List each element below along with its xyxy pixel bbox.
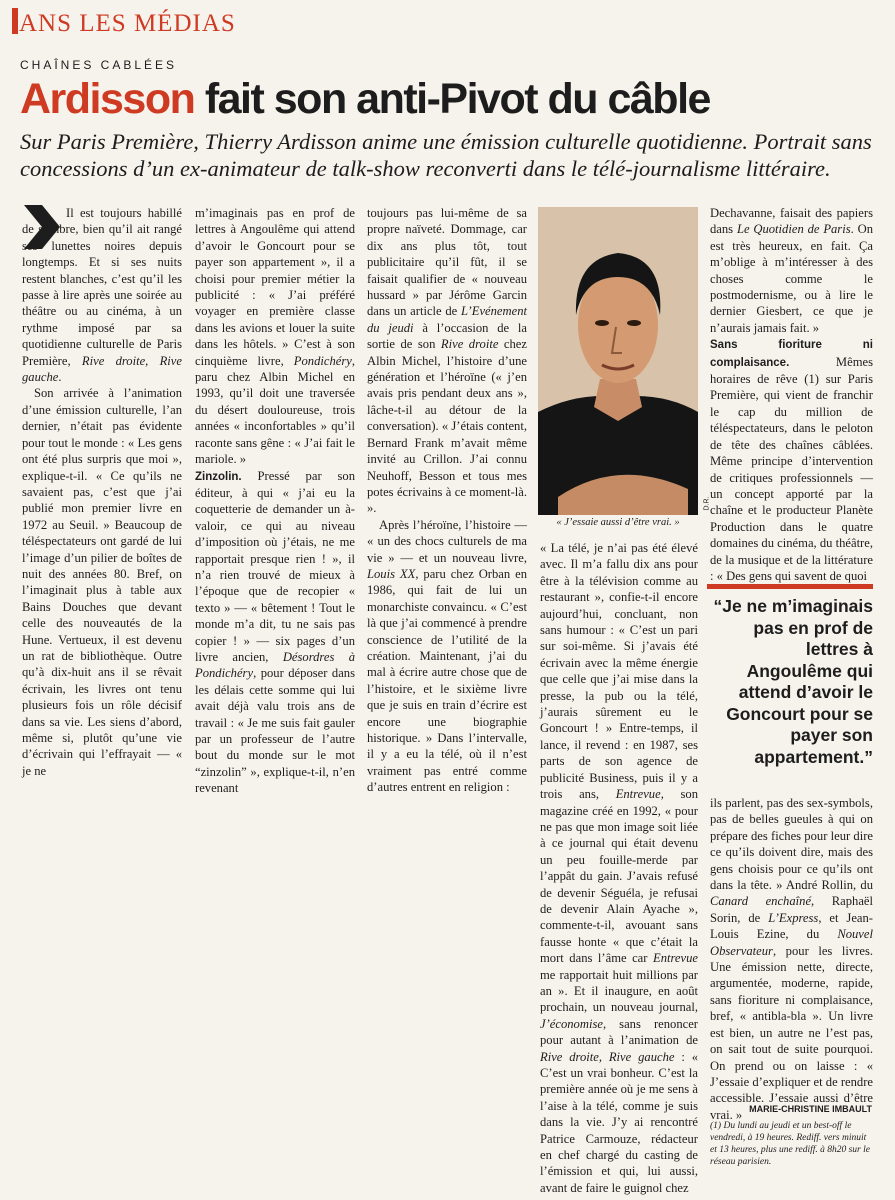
col2-paragraph-1 (195, 205, 355, 468)
column-4 (540, 540, 698, 1196)
col4-text-b: , son magazine créé en 1992, « pour ne pas que mon image soit liée à ce journal qui était devenu un peu fouille-merde par l’appât du gain. J’avais refusé de devenir Séguéla, je refusai de devenir Alain Ayache », commente-t-il, avouant sans fausse honte « que c’était la mort dans l’âme car (540, 787, 699, 966)
col5-publication-4: Nouvel Observateur (710, 927, 873, 958)
col4-show-title: Rive droite, Rive gauche (540, 1049, 675, 1064)
col5-publication-3: L’Express (768, 910, 819, 925)
pullquote: “Je ne m’imaginais pas en prof de lettres à Angoulême qui attend d’avoir le Goncourt pour se payer son appartement.” (713, 596, 873, 767)
rubric-mark (12, 8, 18, 34)
col5-text-a: Dechavanne, faisait des papiers dans (710, 206, 873, 237)
col3-text-d: Après l’héroïne, l’histoire — « un des chocs culturels de ma vie » — et un nouveau livre, (367, 517, 527, 565)
col4-magazine-2: Entrevue (653, 951, 698, 966)
column-3 (367, 205, 527, 796)
col3-paragraph-2 (367, 517, 527, 796)
col4-text-e: : « C’est un vrai bonheur. C’est la première année où je me sens à l’aise à la télé, comme je suis dans la vie. J’y ai rencontré Patrice Carmouze, rédacteur en chef chargé du casting de l’émission et qui, lui aussi, avant de faire le guignol chez (540, 1049, 698, 1195)
col4-text-a: « La télé, je n’ai pas été élevé avec. Il m’a fallu dix ans pour être à la télévision comme au restaurant », confie-t-il encore aujourd’hui, concluant, non sans humour : « C’est un pari sur soi-même. Si j’avais été écrivain avec la même énergie que celle que j’ai mise dans la presse, la pub ou la télé, j’aurais sûrement eu le Goncourt ! » Entre-temps, il lance, il revend : en 1987, ses parts de son agence de publicité Business, puis il y a trois ans, (540, 541, 698, 802)
col5-text-g: , pour les livres. Une émission nette, directe, argumentée, moderne, rapide, sans fioriture ni complaisance, bref, « antibla-bla ». Un livre est bien, un autre ne l’est pas, on sait tout de suite pourquoi. On prend ou on laisse : « J’essaie d’expliquer et de rendre accessible. J’essaie aussi d’être vrai. » (710, 943, 873, 1122)
col3-publication: L’Evénement du jeudi (367, 304, 527, 335)
col2-subhead: Zinzolin. (195, 470, 242, 483)
col5-text-c: Mêmes horaires de rêve (1) sur Paris Première, qui vient de franchir le cap du million de téléspectateurs, dans le peloton de tête des chaînes câblées. Même principe d’intervention de critiques professionnels — un concept apporté par la chaîne et le producteur Planète Production dans le quatre domaines du cinéma, du théâtre, de la musique et de la littérature : « Des gens qui savent de quoi (710, 354, 873, 583)
col5-subhead: Sans fioriture ni complaisance. (710, 339, 873, 369)
column-5-top (710, 205, 873, 584)
col2-text-d: , pour déposer dans les délais cette somme qui lui avait déjà valu trois ans de travail : « Je me suis fait gauler par un professeur de l’autre bout du monde sur le mot “zinzolin” », explique-t-il, n’en revenant (195, 666, 355, 796)
col2-text-c: Pressé par son éditeur, à qui « j’ai eu la coquetterie de demander un à-valoir, ce qui au niveau d’imposition où j’étais, ne me rapportait presque rien ! », il n’a rien trouvé de mieux à l’époque que de recopier « texto » — « bêtement ! Tout le monde m’a dit, tu ne sais pas copier ! » — six pages d’un livre ancien, (195, 468, 355, 664)
footnote: (1) Du lundi au jeudi et un best-off le vendredi, à 19 heures. Rediff. vers minuit et 13 heures, plus une rediff. à 8h20 sur le réseau parisien. (710, 1121, 870, 1167)
col5-paragraph-2 (710, 336, 873, 584)
col5-text-f: , et Jean-Louis Ezine, du (710, 910, 873, 942)
col3-book-title-2: Louis XX (367, 566, 416, 581)
photo-credit: D.R. (703, 496, 711, 511)
col1-text-end: . (58, 370, 62, 385)
col5-text-e: , Raphaël Sorin, de (710, 894, 873, 925)
col3-paragraph-1 (367, 205, 527, 517)
col3-text-b: à l’occasion de la sortie de son (367, 320, 527, 352)
col2-book-title: Pondichéry (293, 353, 352, 368)
column-1 (22, 205, 182, 779)
headline (20, 75, 710, 123)
col5-text-d: ils parlent, pas des sex-symbols, pas de belles gueules à qui on prépare des fiches pour leur dire ce qu’ils doivent dire, mais des gens choisis pour ce qu’ils ont dans la tête. » André Rollin, du (710, 796, 873, 893)
portrait-illustration (538, 207, 698, 515)
headline-name: Ardisson (20, 75, 195, 123)
col5-paragraph-3 (710, 795, 873, 1123)
kicker: CHAÎNES CABLÉES (20, 58, 178, 72)
col3-text-c: chez Albin Michel, l’histoire d’une génération et l’héroïne (« j’en avais pris pendant deux ans », lâche-t-il au détour de la conversation). « J’étais content, Bernard Frank m’avait même invité au Crillon. J’ai connu Neuhoff, Besson et tous mes potes écrivains à ce moment-là. ». (367, 337, 527, 516)
col3-text-e: , paru chez Orban en 1986, qui fait de lui un monarchiste convaincu. « C’est là que j’ai commencé à prendre conscience de l’utilité de la création. Maintenant, j’ai du mal à écrire autre chose que de l’histoire, et le sixième livre que je suis en train d’écrire est encore une biographie historique. » Dans l’intervalle, il y a eu la télé, où il n’est vraiment pas entré comme d’autres entrent en religion : (367, 566, 527, 795)
col5-paragraph-1 (710, 205, 873, 336)
author-signature: MARIE-CHRISTINE IMBAULT (749, 1104, 872, 1114)
portrait-photo (538, 207, 698, 515)
col4-text-d: , sans renoncer pour autant à l’animation de (540, 1016, 698, 1048)
column-2 (195, 205, 355, 797)
col4-magazine: Entrevue (615, 787, 661, 802)
col2-text-a: m’imaginais pas en prof de lettres à Angoulême qui attend d’avoir le Goncourt pour se payer son appartement », il a choisi pour premier métier la publicité : « J’ai préféré voyager en première classe dans les avions et louer la suite dans les hôtels. » C’est à son cinquième livre, (195, 206, 355, 368)
rubric-text: ANS LES MÉDIAS (19, 10, 236, 37)
col5-publication-2: Canard enchaîné (710, 894, 812, 909)
col5-text-b: . On est très heureux, en fait. Ça m’oblige à m’intéresser à des choses comme le postmodernisme, ou à lire le dernier Giesbert, ce que je n’aurais jamais fait. » (710, 222, 873, 335)
col3-text-a: toujours pas lui-même de sa propre naïveté. Dommage, car dix ans plus tôt, tout publicitaire qu’il fût, il se faisait qualifier de « nouveau hussard » par Jérôme Garcin dans un article de (367, 206, 527, 319)
col3-book-title: Rive droite (440, 337, 499, 352)
col2-book-title-2: Désordres à Pondichéry (195, 649, 356, 681)
headline-rest: fait son anti-Pivot du câble (194, 75, 710, 123)
col4-magazine-3: J’économise (540, 1016, 603, 1031)
section-rubric (12, 8, 236, 38)
col1-show-title: Rive droite, Rive gauche (22, 353, 182, 385)
col1-paragraph-1 (22, 205, 182, 385)
col1-text: Il est toujours habillé de sombre, bien qu’il ait rangé ses lunettes noires depuis longtemps. Et si ses nuits restent blanches, c’est qu’il les passe à lire après une soirée au théâtre ou au cinéma, à un rythme imposé par sa quotidienne culturelle de Paris Première, (22, 206, 182, 368)
col2-text-b: , paru chez Albin Michel en 1993, qu’il doit une traversée du désert douloureuse, trois années « inconfortables » qu’il raconte sans gêne : « J’ai fait le mariole. » (195, 353, 355, 467)
column-5-bottom (710, 795, 873, 1123)
col2-paragraph-2 (195, 468, 355, 797)
pullquote-rule (707, 584, 873, 589)
col5-publication: Le Quotidien de Paris (736, 222, 851, 237)
col4-text-c: me rapportait huit millions par an ». Et il inaugure, en août prochain, un nouveau journal, (540, 967, 698, 1015)
photo-caption: « J’essaie aussi d’être vrai. » (556, 517, 680, 528)
dek: Sur Paris Première, Thierry Ardisson anime une émission culturelle quotidienne. Portrait sans concessions d’un ex-animateur de talk-show reconverti dans le télé-journalisme littéraire. (20, 129, 872, 181)
col4-paragraph-1 (540, 540, 698, 1196)
col1-paragraph-2: Son arrivée à l’animation d’une émission culturelle, l’an dernier, n’était pas évidente pour tout le monde : « Les gens ont été plus surpris que moi », explique-t-il. « Ce qu’ils ne savaient pas, c’est que j’ai publié mon premier livre en 1972 au Seuil. » Beaucoup de téléspectateurs ont gardé de lui l’image d’un pilier de boîtes de nuit des années 80. Bref, on l’imaginait plus à table aux Bains Douches que devant celle des nouveautés de la Hune. Vertueux, il est devenu un rat de bibliothèque. Outre qu’à dix-huit ans il se rêvait écrivain, les livres ont tenu plusieurs fois un rôle décisif dans sa vie. Les siens d’abord, même si, plutôt qu’une vie d’écrivain qui l’effrayait — « je ne (22, 386, 182, 778)
